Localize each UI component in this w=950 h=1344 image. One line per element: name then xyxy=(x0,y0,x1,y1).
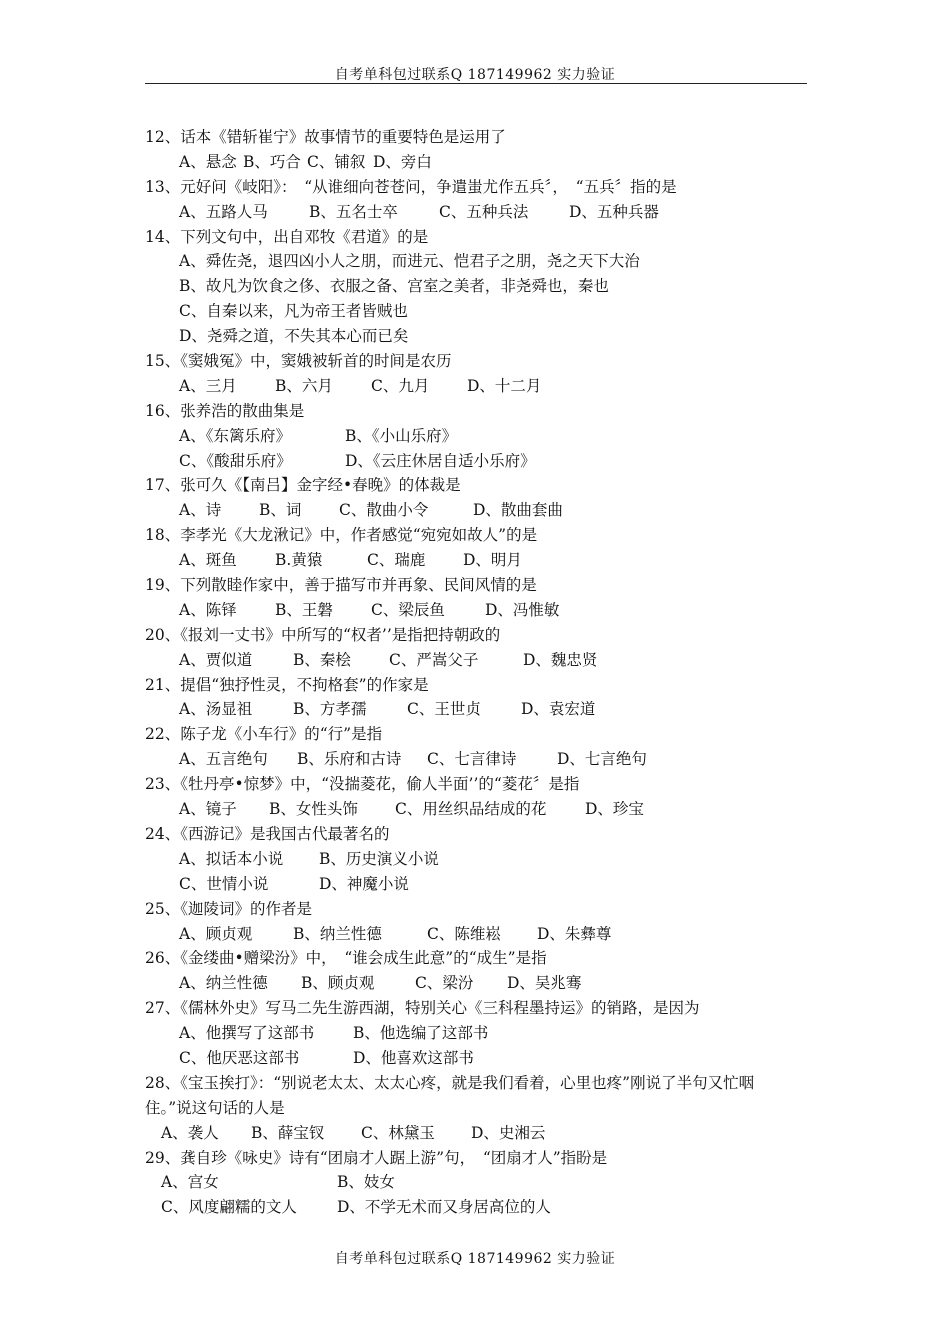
option-item: C、《酸甜乐府》 xyxy=(179,451,292,470)
question-text: 21、提倡“独抒性灵，不拘格套”的作家是 xyxy=(145,675,429,694)
question-text: 13、元好问《岐阳》： “从谁细向苍苍问，争遣蚩尤作五兵〞， “五兵〞指的是 xyxy=(145,177,677,196)
option-row xyxy=(145,1170,825,1195)
option-item: D、珍宝 xyxy=(585,800,644,819)
option-item: D、史湘云 xyxy=(471,1123,546,1142)
option-row xyxy=(145,1121,825,1146)
question-text: 19、下列散睦作家中，善于描写市并再象、民间风情的是 xyxy=(145,576,537,595)
question-text: 14、下列文句中，出自邓牧《君道》的是 xyxy=(145,227,429,246)
header-divider xyxy=(145,83,807,84)
option-item: B、巧合 xyxy=(243,152,301,171)
option-item: B、女性头饰 xyxy=(269,800,358,819)
option-item: A、陈铎 xyxy=(179,600,237,619)
option-row xyxy=(145,498,825,523)
question-text: 27、《儒林外史》写马二先生游西湖，特别关心《三科程墨持运》的销路，是因为 xyxy=(145,999,700,1018)
option-item: D、七言绝句 xyxy=(557,750,647,769)
option-item: C、铺叙 xyxy=(307,152,366,171)
option-item: B、王磐 xyxy=(275,600,333,619)
question-text: 24、《西游记》是我国古代最著名的 xyxy=(145,824,390,843)
option-item: C、风度翩糯的文人 xyxy=(161,1198,297,1217)
option-item: C、五种兵法 xyxy=(439,202,529,221)
option-item: D、明月 xyxy=(463,551,522,570)
option-row xyxy=(145,648,825,673)
option-item: A、斑鱼 xyxy=(179,551,237,570)
option-item: A、悬念 xyxy=(179,152,237,171)
option-item: C、瑞鹿 xyxy=(367,551,426,570)
option-item: A、舜佐尧，退四凶小人之朋，而进元、恺君子之朋，尧之天下大治 xyxy=(179,252,640,271)
option-row xyxy=(145,797,825,822)
option-item: A、《东篱乐府》 xyxy=(179,426,291,445)
option-item: B、《小山乐府》 xyxy=(345,426,458,445)
option-item: A、贾似道 xyxy=(179,650,253,669)
option-item: B、方孝孺 xyxy=(293,700,367,719)
question-list xyxy=(145,125,825,1220)
question-text: 15、《窦娥冤》中，窦娥被斩首的时间是农历 xyxy=(145,352,452,371)
option-item: A、顾贞观 xyxy=(179,924,253,943)
option-item: C、梁辰鱼 xyxy=(371,600,445,619)
option-item: D、冯惟敏 xyxy=(485,600,560,619)
option-item: B、薛宝钗 xyxy=(251,1123,325,1142)
option-item: D、五种兵器 xyxy=(569,202,659,221)
option-item: C、严嵩父子 xyxy=(389,650,479,669)
option-item: D、旁白 xyxy=(373,152,432,171)
option-item: A、纳兰性德 xyxy=(179,974,268,993)
option-item: C、自秦以来，凡为帝王者皆贼也 xyxy=(179,302,408,321)
question-text: 26、《金缕曲•赠梁汾》中， “谁会成生此意”的“成生”是指 xyxy=(145,949,547,968)
option-item: A、镜子 xyxy=(179,800,237,819)
option-item: D、吴兆骞 xyxy=(507,974,582,993)
option-item: C、世情小说 xyxy=(179,874,269,893)
question-text: 住。”说这句话的人是 xyxy=(145,1098,285,1117)
option-item: C、王世贞 xyxy=(407,700,481,719)
option-item: A、五路人马 xyxy=(179,202,268,221)
option-item: A、袭人 xyxy=(161,1123,219,1142)
option-row xyxy=(145,1021,825,1046)
option-item: B、乐府和古诗 xyxy=(297,750,402,769)
option-item: B、故凡为饮食之侈、衣服之备、宫室之美者，非尧舜也，秦也 xyxy=(179,277,609,296)
option-row xyxy=(145,424,825,449)
option-row xyxy=(145,598,825,623)
option-row xyxy=(145,971,825,996)
option-item: C、梁汾 xyxy=(415,974,474,993)
option-row xyxy=(145,150,825,175)
option-item: C、散曲小令 xyxy=(339,501,429,520)
question-text: 12、话本《错斩崔宁》故事情节的重要特色是运用了 xyxy=(145,128,506,146)
option-item: D、十二月 xyxy=(467,376,542,395)
option-row xyxy=(145,1046,825,1071)
option-item: B、纳兰性德 xyxy=(293,924,382,943)
option-item: C、林黛玉 xyxy=(361,1123,435,1142)
option-item: D、散曲套曲 xyxy=(473,501,563,520)
option-item: B、六月 xyxy=(275,376,333,395)
option-row xyxy=(145,274,825,299)
option-row xyxy=(145,847,825,872)
option-row xyxy=(145,299,825,324)
page-footer: 自考单科包过联系Q 187149962 实力验证 xyxy=(334,1251,616,1267)
option-item: B、妓女 xyxy=(337,1173,395,1192)
option-item: D、朱彝尊 xyxy=(537,924,612,943)
option-item: D、神魔小说 xyxy=(319,874,409,893)
option-row xyxy=(145,374,825,399)
option-row xyxy=(145,1195,825,1220)
option-item: A、五言绝句 xyxy=(179,750,268,769)
option-item: B、历史演义小说 xyxy=(319,849,439,868)
option-item: A、拟话本小说 xyxy=(179,849,284,868)
option-row xyxy=(145,872,825,897)
option-row xyxy=(145,449,825,474)
option-row xyxy=(145,548,825,573)
option-item: D、袁宏道 xyxy=(521,700,596,719)
question-text: 18、李孝光《大龙湫记》中，作者感觉“宛宛如故人”的是 xyxy=(145,526,538,545)
option-item: A、汤显祖 xyxy=(179,700,253,719)
question-text: 16、张养浩的散曲集是 xyxy=(145,401,305,420)
question-text: 17、张可久《【南吕】金字经•春晚》的体裁是 xyxy=(145,476,461,495)
option-item: C、七言律诗 xyxy=(427,750,517,769)
option-item: A、诗 xyxy=(179,501,222,520)
option-item: C、九月 xyxy=(371,376,430,395)
option-row xyxy=(145,324,825,349)
option-row xyxy=(145,697,825,722)
option-item: A、他撰写了这部书 xyxy=(179,1024,315,1043)
question-text: 22、陈子龙《小车行》的“行”是指 xyxy=(145,725,383,744)
question-text: 25、《迦陵词》的作者是 xyxy=(145,899,312,918)
option-item: D、尧舜之道，不失其本心而已矣 xyxy=(179,327,409,346)
option-item: B、五名士卒 xyxy=(309,202,398,221)
option-item: B、他选编了这部书 xyxy=(353,1024,489,1043)
option-item: B、顾贞观 xyxy=(301,974,375,993)
option-row xyxy=(145,922,825,947)
option-item: C、陈维崧 xyxy=(427,924,501,943)
option-item: C、用丝织品结成的花 xyxy=(395,800,547,819)
option-item: A、三月 xyxy=(179,376,237,395)
option-item: B、词 xyxy=(259,501,302,520)
option-item: A、宫女 xyxy=(161,1173,219,1192)
option-item: D、《云庄休居自适小乐府》 xyxy=(345,451,536,470)
option-item: B、秦桧 xyxy=(293,650,351,669)
question-text: 29、龚自珍《咏史》诗有“团扇才人踞上游”句， “团扇才人”指盼是 xyxy=(145,1148,608,1167)
question-text: 23、《牡丹亭•惊梦》中，“没揣菱花，偷人半面’’的“菱花〞是指 xyxy=(145,775,580,794)
page-header: 自考单科包过联系Q 187149962 实力验证 xyxy=(334,67,616,83)
option-item: D、魏忠贤 xyxy=(523,650,598,669)
option-row xyxy=(145,249,825,274)
question-text: 20、《报刘一丈书》中所写的“权者’’是指把持朝政的 xyxy=(145,625,501,644)
option-item: D、不学无术而又身居高位的人 xyxy=(337,1198,551,1217)
option-item: C、他厌恶这部书 xyxy=(179,1048,300,1067)
option-row xyxy=(145,200,825,225)
option-item: B.黄猿 xyxy=(275,551,323,570)
option-item: D、他喜欢这部书 xyxy=(353,1048,474,1067)
option-row xyxy=(145,747,825,772)
question-text: 28、《宝玉挨打》：“别说老太太、太太心疼，就是我们看着，心里也疼”刚说了半句又忙咽 xyxy=(145,1073,755,1092)
